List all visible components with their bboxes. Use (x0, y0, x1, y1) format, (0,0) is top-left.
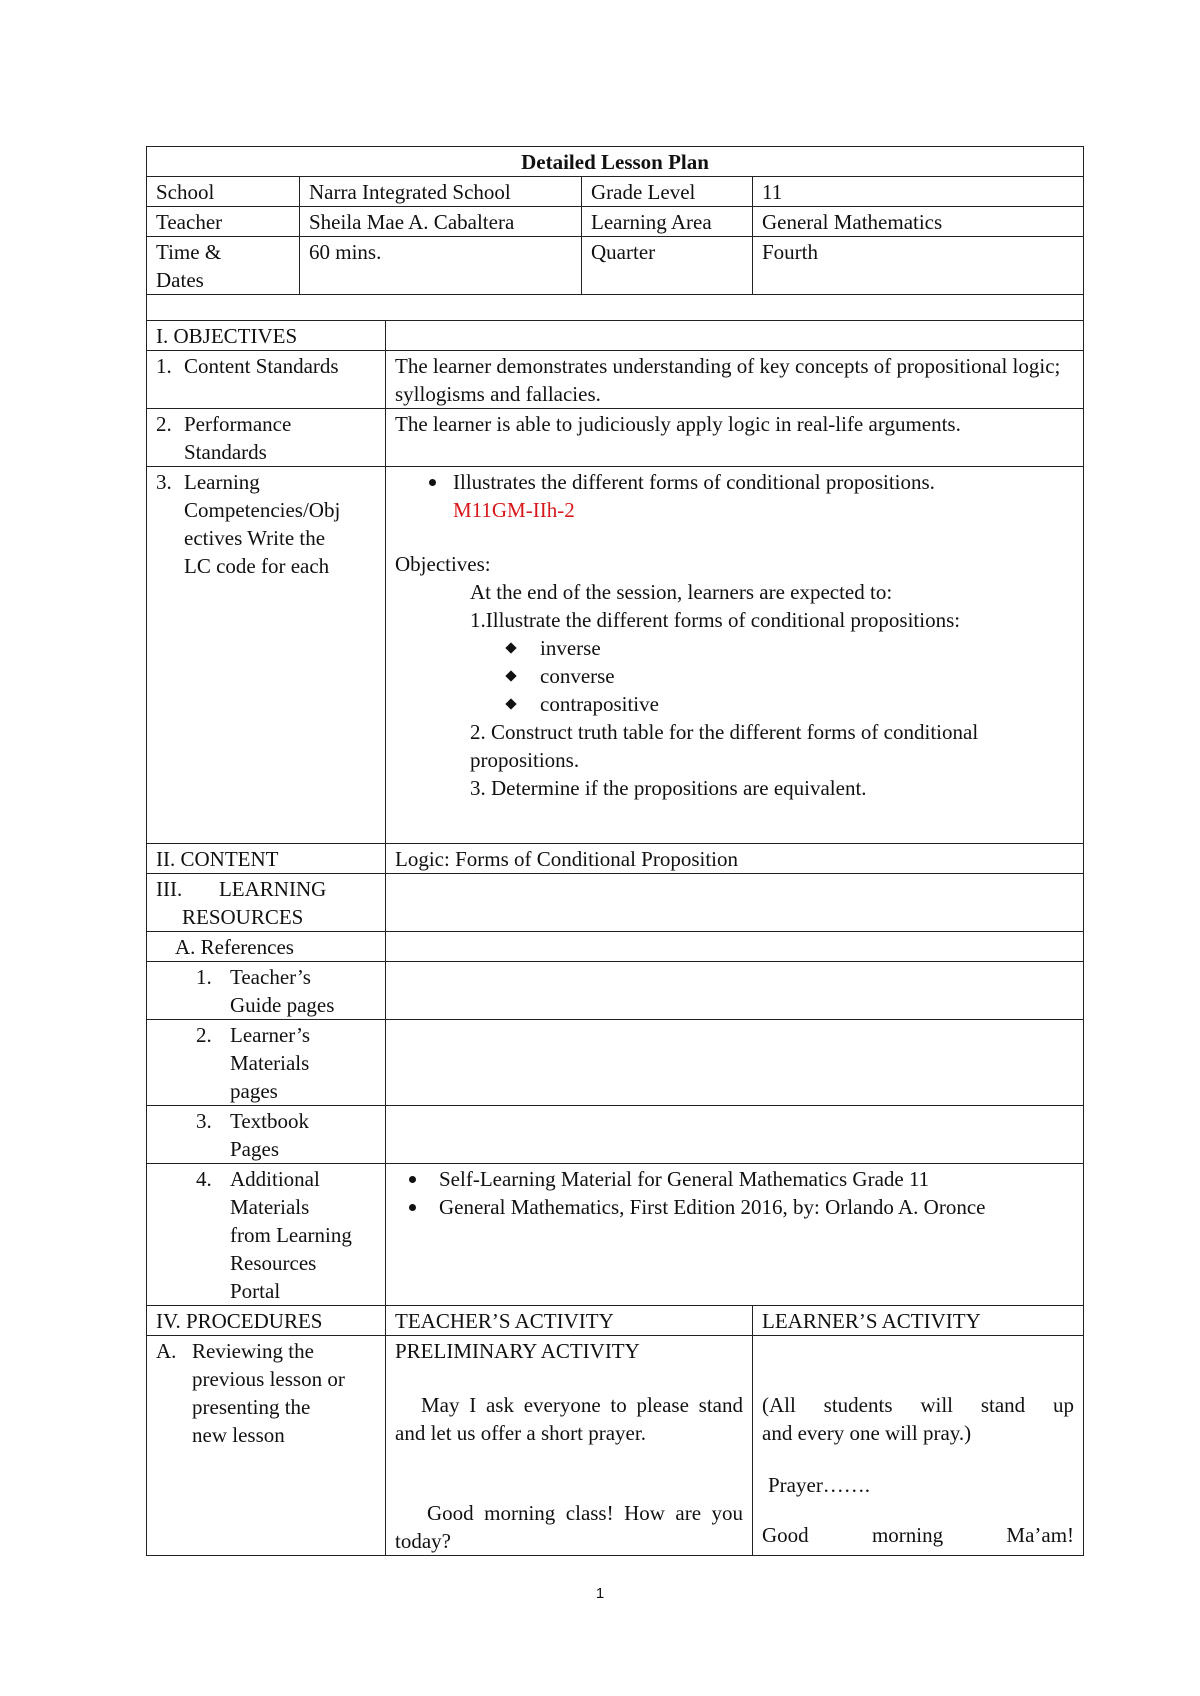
objective-1: 1.Illustrate the different forms of conditional propositions: (470, 608, 961, 632)
learning-area-label: Learning Area (582, 207, 753, 237)
additional-material-item: General Mathematics, First Edition 2016, by: Orlando A. Oronce (395, 1193, 1074, 1221)
form-inverse: inverse (395, 634, 1074, 662)
performance-standards-value: The learner is able to judiciously apply logic in real-life arguments. (386, 409, 1084, 467)
objective-3: 3. Determine if the propositions are equivalent. (470, 776, 867, 800)
quarter-value: Fourth (753, 237, 1084, 295)
learner-prayer-line: Prayer……. (768, 1473, 871, 1497)
content-standards-label: 1. Content Standards (147, 351, 386, 409)
references-empty (386, 932, 1084, 962)
page-number: 1 (595, 1585, 605, 1602)
form-converse: converse (395, 662, 1074, 690)
learners-materials-label: 2. Learner’s Materials pages (147, 1020, 386, 1106)
content-value: Logic: Forms of Conditional Proposition (386, 844, 1084, 874)
form-contrapositive: contrapositive (395, 690, 1074, 718)
objective-2: 2. Construct truth table for the different forms of conditional propositions. (470, 720, 979, 772)
lesson-plan-table (146, 146, 1084, 1556)
learning-competencies-value (386, 467, 1084, 844)
grade-level-label: Grade Level (582, 177, 753, 207)
objectives-intro: At the end of the session, learners are expected to: (470, 580, 893, 604)
competency-item: Illustrates the different forms of conditional propositions. M11GM-IIh-2 (395, 468, 1074, 524)
quarter-label: Quarter (582, 237, 753, 295)
textbook-pages-value (386, 1106, 1084, 1164)
procedures-heading: IV. PROCEDURES (147, 1306, 386, 1336)
learner-greeting: Good morning Ma’am! (762, 1523, 1075, 1547)
school-label: School (147, 177, 300, 207)
teacher-greeting-text: Good morning class! How are you today? (395, 1501, 743, 1553)
spacer-row (147, 295, 1084, 321)
teachers-activity-heading: TEACHER’S ACTIVITY (386, 1306, 753, 1336)
learner-activity-cell (753, 1336, 1084, 1556)
time-dates-label: Time & Dates (147, 237, 300, 295)
references-label: A. References (147, 932, 386, 962)
teacher-label: Teacher (147, 207, 300, 237)
teachers-guide-value (386, 962, 1084, 1020)
learning-competencies-label: 3. Learning Competencies/Obj ectives Write the LC code for each (147, 467, 386, 844)
grade-level-value: 11 (753, 177, 1084, 207)
document-title: Detailed Lesson Plan (147, 147, 1084, 177)
additional-materials-label: 4. Additional Materials from Learning Resources Portal (147, 1164, 386, 1306)
performance-standards-label: 2. Performance Standards (147, 409, 386, 467)
content-standards-value: The learner demonstrates understanding of key concepts of propositional logic; syllogisms and fallacies. (386, 351, 1084, 409)
lesson-plan-page (146, 146, 1083, 1556)
learners-activity-heading: LEARNER’S ACTIVITY (753, 1306, 1084, 1336)
textbook-pages-label: 3. Textbook Pages (147, 1106, 386, 1164)
learning-area-value: General Mathematics (753, 207, 1084, 237)
objectives-heading: I. OBJECTIVES (147, 321, 386, 351)
learning-resources-empty (386, 874, 1084, 932)
additional-material-item: Self-Learning Material for General Mathematics Grade 11 (395, 1165, 1074, 1193)
learning-resources-heading: III. LEARNING RESOURCES (147, 874, 386, 932)
additional-materials-value (386, 1164, 1084, 1306)
objectives-empty (386, 321, 1084, 351)
teacher-prayer-text: May I ask everyone to please stand and let us offer a short prayer. (395, 1393, 743, 1445)
learner-prayer-text: (All students will stand up and every one will pray.) (762, 1393, 1075, 1445)
teacher-value: Sheila Mae A. Cabaltera (300, 207, 582, 237)
lc-code: M11GM-IIh-2 (453, 498, 575, 522)
school-value: Narra Integrated School (300, 177, 582, 207)
teachers-guide-label: 1. Teacher’s Guide pages (147, 962, 386, 1020)
content-heading: II. CONTENT (147, 844, 386, 874)
learners-materials-value (386, 1020, 1084, 1106)
preliminary-activity-heading: PRELIMINARY ACTIVITY (395, 1339, 640, 1363)
procedure-a-label: A. Reviewing the previous lesson or presenting the new lesson (147, 1336, 386, 1556)
time-value: 60 mins. (300, 237, 582, 295)
objectives-subheading: Objectives: (395, 552, 491, 576)
teacher-activity-cell (386, 1336, 753, 1556)
